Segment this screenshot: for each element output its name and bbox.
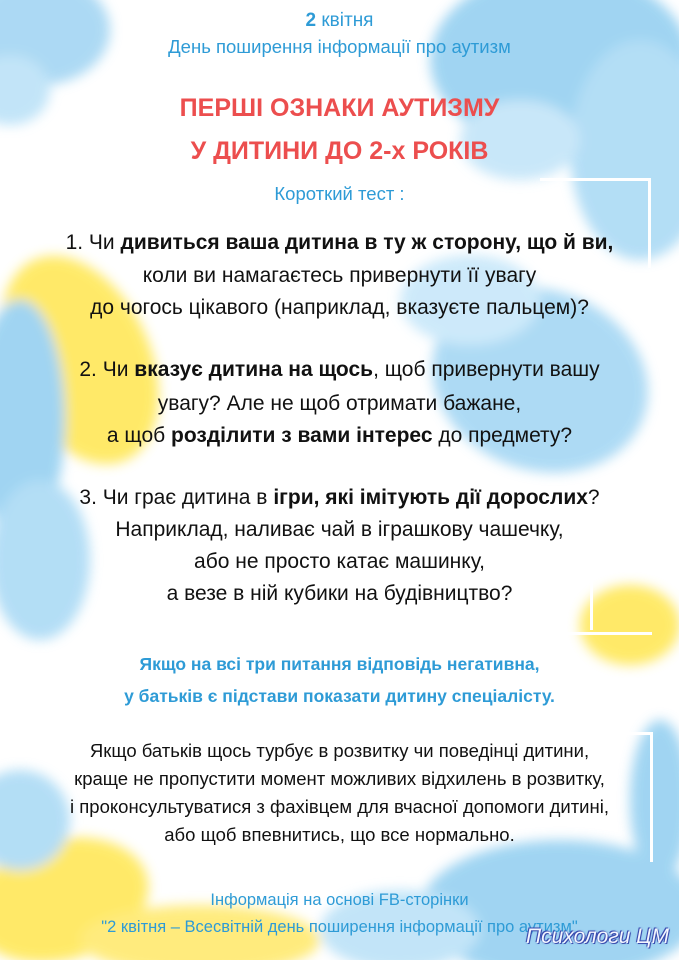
question-emphasis: розділити з вами інтерес bbox=[171, 424, 433, 447]
date-line bbox=[0, 10, 679, 32]
question-text: або не просто катає машинку, bbox=[194, 550, 485, 573]
question-text: до предмету? bbox=[432, 424, 573, 447]
question-emphasis: вказує дитина на щось bbox=[134, 358, 374, 381]
date-word: квітня bbox=[321, 10, 374, 31]
question-3-line-4 bbox=[0, 582, 679, 606]
source-line-2: "2 квітня – Всесвітній день поширення інформації про аутизм" bbox=[101, 918, 578, 936]
signature: Психологи ЦМ bbox=[525, 925, 669, 948]
question-text: 1. Чи bbox=[65, 231, 121, 254]
note-line-1: Якщо на всі три питання відповідь негативна, bbox=[139, 654, 540, 674]
question-3-line-2 bbox=[0, 518, 679, 542]
question-emphasis: ігри, які імітують дії дорослих bbox=[273, 486, 588, 509]
event-subtitle: День поширення інформації про аутизм bbox=[168, 36, 511, 57]
note-line-2: у батьків є підстави показати дитину спеціалісту. bbox=[124, 686, 555, 706]
question-text: , щоб привернути вашу bbox=[373, 358, 600, 381]
question-text: коли ви намагаєтесь привернути її увагу bbox=[142, 264, 537, 287]
question-text: ? bbox=[587, 486, 600, 509]
question-text: 3. Чи грає дитина в bbox=[79, 486, 274, 509]
title-line-2: У ДИТИНИ ДО 2-х РОКІВ bbox=[190, 137, 489, 165]
question-1-line-3 bbox=[0, 296, 679, 320]
question-text: а везе в ній кубики на будівництво? bbox=[166, 582, 513, 605]
date-number: 2 bbox=[305, 10, 317, 31]
question-2-line-3 bbox=[0, 424, 679, 448]
source-line-1: Інформація на основі FB-сторінки bbox=[210, 891, 469, 909]
paragraph-line-1: Якщо батьків щось турбує в розвитку чи поведінці дитини, bbox=[89, 740, 590, 761]
question-1-line-1 bbox=[0, 231, 679, 255]
question-text: увагу? Але не щоб отримати бажане, bbox=[157, 392, 522, 415]
paragraph-line-2: краще не пропустити момент можливих відхилень в розвитку, bbox=[74, 768, 605, 789]
paragraph-line-4: або щоб впевнитись, що все нормально. bbox=[164, 824, 515, 845]
question-1-line-2 bbox=[0, 264, 679, 288]
question-text: 2. Чи bbox=[79, 358, 135, 381]
question-text: а щоб bbox=[106, 424, 171, 447]
question-3-line-1 bbox=[0, 486, 679, 510]
question-text: Наприклад, наливає чай в іграшкову чашечку, bbox=[115, 518, 564, 541]
question-3-line-3 bbox=[0, 550, 679, 574]
question-text: до чогось цікавого (наприклад, вказуєте пальцем)? bbox=[90, 296, 589, 319]
question-emphasis: дивиться ваша дитина в ту ж сторону, що й ви, bbox=[120, 231, 614, 254]
question-2-line-2 bbox=[0, 392, 679, 416]
test-label: Короткий тест : bbox=[274, 183, 405, 204]
question-2-line-1 bbox=[0, 358, 679, 382]
paragraph-line-3: і проконсультуватися з фахівцем для вчасної допомоги дитині, bbox=[70, 796, 609, 817]
title-line-1: ПЕРШІ ОЗНАКИ АУТИЗМУ bbox=[179, 94, 500, 122]
